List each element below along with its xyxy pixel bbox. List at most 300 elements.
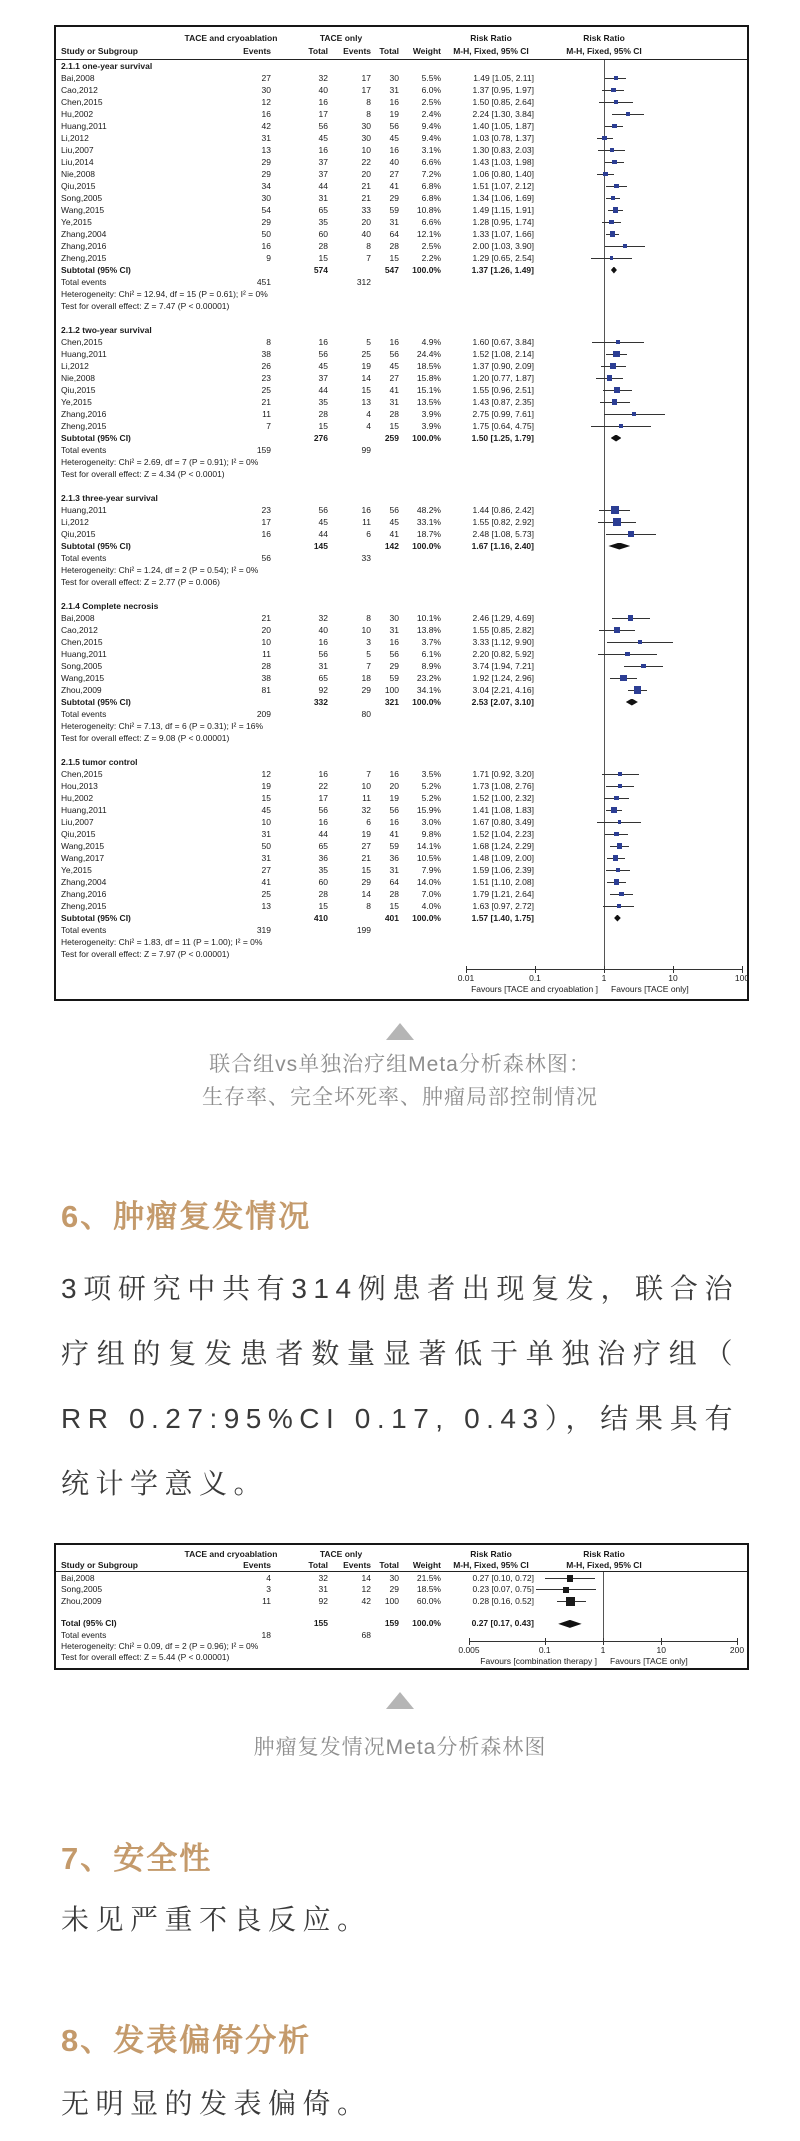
effect-marker xyxy=(614,796,618,800)
forest-cell: Total events xyxy=(61,709,107,719)
forest-row xyxy=(56,216,747,228)
forest-cell: 8 xyxy=(366,613,371,623)
forest-cell: 32 xyxy=(318,1573,328,1583)
forest-cell: 32 xyxy=(318,613,328,623)
forest-cell: 8 xyxy=(366,109,371,119)
forest-row xyxy=(56,936,747,948)
forest-cell: 31 xyxy=(389,397,399,407)
forest-cell: Zheng,2015 xyxy=(61,901,107,911)
effect-marker xyxy=(618,820,622,824)
forest-cell: 16 xyxy=(261,529,271,539)
forest-cell: 1.37 [1.26, 1.49] xyxy=(471,265,534,275)
forest-cell: 65 xyxy=(318,673,328,683)
forest-cell: 7.9% xyxy=(421,865,441,875)
forest-cell: Weight xyxy=(412,1560,441,1570)
forest-cell: 145 xyxy=(313,541,328,551)
forest-cell: 44 xyxy=(318,181,328,191)
forest-cell: Liu,2007 xyxy=(61,145,94,155)
forest-cell: 33 xyxy=(361,205,371,215)
forest-cell: 21.5% xyxy=(416,1573,441,1583)
forest-cell: 1.75 [0.64, 4.75] xyxy=(472,421,534,431)
forest-cell: 2.24 [1.30, 3.84] xyxy=(472,109,534,119)
summary-diamond xyxy=(626,699,638,706)
forest-cell: 36 xyxy=(318,853,328,863)
forest-cell: 1.60 [0.67, 3.84] xyxy=(472,337,534,347)
forest-cell: 16 xyxy=(261,109,271,119)
forest-cell: Huang,2011 xyxy=(61,349,107,359)
forest-cell: 56 xyxy=(389,121,399,131)
effect-marker xyxy=(609,220,613,224)
forest-cell: 27 xyxy=(261,865,271,875)
forest-cell: 16 xyxy=(261,241,271,251)
effect-marker xyxy=(607,375,613,381)
forest-cell: 3.04 [2.21, 4.16] xyxy=(472,685,534,695)
forest-cell: 4.9% xyxy=(421,337,441,347)
forest-cell: 1.06 [0.80, 1.40] xyxy=(472,169,534,179)
forest-row xyxy=(56,276,747,288)
forest-cell: Zhang,2004 xyxy=(61,877,107,887)
forest-cell: 56 xyxy=(389,649,399,659)
forest-cell: 54 xyxy=(261,205,271,215)
effect-marker xyxy=(616,868,621,873)
forest-cell: 15 xyxy=(361,385,371,395)
forest-row xyxy=(56,420,747,432)
forest-cell: 12 xyxy=(361,1584,371,1595)
forest-cell: Ye,2015 xyxy=(61,865,92,875)
forest-row xyxy=(56,828,747,840)
caption-arrow-icon xyxy=(386,1692,414,1709)
forest-cell: Bai,2008 xyxy=(61,73,95,83)
forest-cell: 10 xyxy=(361,781,371,791)
forest-cell: 1.44 [0.86, 2.42] xyxy=(472,505,534,515)
forest-cell: 8 xyxy=(266,337,271,347)
effect-marker xyxy=(611,506,620,515)
forest-cell: 159 xyxy=(384,1618,399,1629)
forest-cell: Subtotal (95% CI) xyxy=(61,265,131,275)
forest-cell: 28 xyxy=(389,889,399,899)
forest-plot-survival-figure xyxy=(54,25,749,1001)
forest-cell: 16 xyxy=(318,337,328,347)
forest-cell: 15 xyxy=(389,421,399,431)
forest-cell: 40 xyxy=(318,625,328,635)
forest-cell: 1.59 [1.06, 2.39] xyxy=(472,865,534,875)
forest-cell: 3.74 [1.94, 7.21] xyxy=(472,661,534,671)
forest-cell: 1.55 [0.82, 2.92] xyxy=(472,517,534,527)
effect-marker xyxy=(612,160,616,164)
forest-row xyxy=(56,72,747,84)
forest-cell: 100.0% xyxy=(412,541,441,551)
forest-cell: 1.51 [1.07, 2.12] xyxy=(472,181,534,191)
forest-cell: 25 xyxy=(261,889,271,899)
section8-heading: 8、发表偏倚分析 xyxy=(61,2023,312,2058)
forest-cell: 32 xyxy=(361,805,371,815)
forest-cell: 45 xyxy=(318,361,328,371)
axis-tick-label: 0.1 xyxy=(538,1645,551,1655)
forest-cell: 1.29 [0.65, 2.54] xyxy=(472,253,534,263)
forest-cell: 17 xyxy=(361,73,371,83)
forest-cell: 65 xyxy=(318,841,328,851)
forest-cell: 28 xyxy=(389,241,399,251)
forest-row xyxy=(56,648,747,660)
forest-cell: 29 xyxy=(261,169,271,179)
forest-row xyxy=(56,192,747,204)
forest-cell: Hu,2002 xyxy=(61,793,94,803)
forest-cell: Li,2012 xyxy=(61,361,89,371)
forest-cell: 30 xyxy=(389,1573,399,1583)
forest-row xyxy=(56,240,747,252)
forest-cell: Risk Ratio xyxy=(583,1549,625,1559)
axis-tick xyxy=(661,1638,662,1645)
forest-cell: 37 xyxy=(318,373,328,383)
forest-cell: 56 xyxy=(318,649,328,659)
forest-cell: 1.37 [0.90, 2.09] xyxy=(472,361,534,371)
effect-marker xyxy=(613,855,618,860)
forest-cell: 3 xyxy=(266,1584,271,1595)
forest-cell: 1.52 [1.00, 2.32] xyxy=(472,793,534,803)
forest-cell: 6.6% xyxy=(421,157,441,167)
effect-marker xyxy=(613,351,620,358)
forest-row xyxy=(56,864,747,876)
effect-marker xyxy=(610,363,616,369)
forest-cell: 29 xyxy=(389,1584,399,1595)
effect-marker xyxy=(617,843,623,849)
forest-cell: Qiu,2015 xyxy=(61,181,96,191)
forest-cell: Wang,2017 xyxy=(61,853,105,863)
forest-row xyxy=(56,264,747,276)
forest-cell: 44 xyxy=(318,385,328,395)
forest-cell: 2.53 [2.07, 3.10] xyxy=(471,697,534,707)
forest-cell: 45 xyxy=(318,133,328,143)
effect-marker xyxy=(617,904,621,908)
forest-cell: 25 xyxy=(261,385,271,395)
axis-tick-label: 100 xyxy=(734,973,750,983)
forest-cell: Liu,2014 xyxy=(61,157,94,167)
forest-cell: 56 xyxy=(318,121,328,131)
forest-cell: 8 xyxy=(366,241,371,251)
forest-cell: Subtotal (95% CI) xyxy=(61,433,131,443)
forest-cell: 209 xyxy=(256,709,271,719)
forest-cell: 11 xyxy=(262,1595,271,1606)
forest-cell: 27 xyxy=(261,73,271,83)
forest-cell: 33.1% xyxy=(416,517,441,527)
forest-cell: TACE only xyxy=(319,33,363,43)
forest-cell: 16 xyxy=(389,97,399,107)
forest-cell: Weight xyxy=(412,46,441,56)
axis-tick xyxy=(535,966,536,973)
forest-cell: Chen,2015 xyxy=(61,97,103,107)
forest-cell: Wang,2015 xyxy=(61,205,105,215)
forest-cell: 45 xyxy=(389,517,399,527)
forest-row xyxy=(56,780,747,792)
forest-cell: Total events xyxy=(61,277,107,287)
forest-cell: 31 xyxy=(389,865,399,875)
forest-cell: 30 xyxy=(261,85,271,95)
forest-cell: 40 xyxy=(361,229,371,239)
forest-cell: Wang,2015 xyxy=(61,673,105,683)
forest-cell: 3.1% xyxy=(421,145,441,155)
forest-cell: 31 xyxy=(261,133,271,143)
forest-cell: 36 xyxy=(389,853,399,863)
forest-cell: Test for overall effect: Z = 7.97 (P < 0.00001) xyxy=(61,949,230,959)
effect-marker xyxy=(634,686,642,694)
forest-cell: 14 xyxy=(361,373,371,383)
forest-cell: 68 xyxy=(361,1629,371,1640)
forest-cell: 100.0% xyxy=(412,697,441,707)
forest-cell: 12.1% xyxy=(416,229,441,239)
forest-cell: 2.75 [0.99, 7.61] xyxy=(472,409,534,419)
forest-cell: 64 xyxy=(389,877,399,887)
forest-cell: 28 xyxy=(261,661,271,671)
forest-row xyxy=(56,1596,747,1607)
forest-cell: 10 xyxy=(361,625,371,635)
forest-cell: 19 xyxy=(389,109,399,119)
forest-cell: Zhou,2009 xyxy=(61,1595,102,1606)
forest-cell: Huang,2011 xyxy=(61,649,107,659)
forest-cell: 23 xyxy=(261,373,271,383)
forest-cell: 4 xyxy=(366,421,371,431)
forest-cell: Nie,2008 xyxy=(61,373,96,383)
section7-heading: 7、安全性 xyxy=(61,1841,213,1876)
forest-cell: 155 xyxy=(313,1618,328,1629)
forest-cell: Li,2012 xyxy=(61,517,89,527)
forest-row xyxy=(56,948,747,960)
effect-marker xyxy=(612,124,617,129)
axis-tick xyxy=(604,966,605,973)
forest-cell: 1.71 [0.92, 3.20] xyxy=(472,769,534,779)
forest-cell: 29 xyxy=(389,193,399,203)
forest-cell: 23.2% xyxy=(416,673,441,683)
summary-diamond xyxy=(608,543,630,550)
axis-tick xyxy=(545,1638,546,1645)
forest-cell: 451 xyxy=(256,277,271,287)
effect-marker xyxy=(610,148,614,152)
forest-row xyxy=(56,672,747,684)
forest-cell: 80 xyxy=(361,709,371,719)
forest-cell: 1.51 [1.10, 2.08] xyxy=(472,877,534,887)
forest-cell: 100.0% xyxy=(412,1618,441,1629)
effect-marker xyxy=(618,772,622,776)
figure2-caption: 肿瘤复发情况Meta分析森林图 xyxy=(253,1736,547,1759)
effect-marker xyxy=(623,244,627,248)
axis-tick-label: 1 xyxy=(600,1645,606,1655)
forest-row xyxy=(56,96,747,108)
forest-row xyxy=(56,528,747,540)
forest-cell: 21 xyxy=(361,853,371,863)
forest-row xyxy=(56,540,747,552)
forest-cell: 18 xyxy=(361,673,371,683)
forest-cell: 10 xyxy=(361,145,371,155)
forest-cell: Study or Subgroup xyxy=(61,1560,138,1570)
forest-row xyxy=(56,156,747,168)
forest-cell: 2.20 [0.82, 5.92] xyxy=(472,649,534,659)
forest-cell: Ye,2015 xyxy=(61,397,92,407)
effect-marker xyxy=(614,627,620,633)
forest-cell: 3.9% xyxy=(421,409,441,419)
forest-cell: 60 xyxy=(318,229,328,239)
forest-row xyxy=(56,348,747,360)
forest-cell: 276 xyxy=(313,433,328,443)
forest-cell: 1.34 [1.06, 1.69] xyxy=(472,193,534,203)
forest-cell: 35 xyxy=(318,865,328,875)
forest-cell: 64 xyxy=(389,229,399,239)
axis-tick xyxy=(466,966,467,973)
favours-right-label: Favours [TACE only] xyxy=(611,984,689,994)
forest-cell: 5.2% xyxy=(421,781,441,791)
forest-row xyxy=(56,876,747,888)
forest-cell: 9 xyxy=(266,253,271,263)
forest-cell: 199 xyxy=(356,925,371,935)
forest-cell: 2.5% xyxy=(421,241,441,251)
forest-cell: Test for overall effect: Z = 7.47 (P < 0.00001) xyxy=(61,301,230,311)
forest-cell: 40 xyxy=(389,157,399,167)
forest-cell: 1.55 [0.85, 2.82] xyxy=(472,625,534,635)
forest-row xyxy=(56,336,747,348)
effect-marker xyxy=(612,399,617,404)
forest-cell: 547 xyxy=(384,265,399,275)
forest-cell: 27 xyxy=(389,169,399,179)
forest-cell: 8 xyxy=(366,97,371,107)
forest-cell: Test for overall effect: Z = 2.77 (P = 0.006) xyxy=(61,577,220,587)
forest-cell: Zhang,2004 xyxy=(61,229,107,239)
forest-cell: 2.1.3 three-year survival xyxy=(61,493,158,503)
forest-cell: 0.27 [0.10, 0.72] xyxy=(472,1573,534,1583)
forest-row xyxy=(56,108,747,120)
forest-cell: 31 xyxy=(389,85,399,95)
forest-cell: 16 xyxy=(318,817,328,827)
forest-cell: 35 xyxy=(318,217,328,227)
forest-cell: 15 xyxy=(318,901,328,911)
forest-header-row xyxy=(56,33,747,44)
forest-cell: Qiu,2015 xyxy=(61,529,96,539)
effect-marker xyxy=(563,1587,569,1593)
summary-diamond xyxy=(614,915,621,922)
forest-row xyxy=(56,600,747,612)
forest-cell: 6.8% xyxy=(421,181,441,191)
forest-cell: 35 xyxy=(318,397,328,407)
forest-cell: 56 xyxy=(389,349,399,359)
forest-row xyxy=(56,492,747,504)
forest-row xyxy=(56,60,747,72)
forest-row xyxy=(56,792,747,804)
forest-cell: 81 xyxy=(261,685,271,695)
forest-cell: 44 xyxy=(318,529,328,539)
forest-cell: 28 xyxy=(389,409,399,419)
forest-cell: Study or Subgroup xyxy=(61,46,138,56)
forest-cell: 19 xyxy=(361,829,371,839)
forest-cell: M-H, Fixed, 95% CI xyxy=(453,46,529,56)
forest-cell: 2.1.1 one-year survival xyxy=(61,61,153,71)
forest-cell: 401 xyxy=(384,913,399,923)
forest-cell: Test for overall effect: Z = 5.44 (P < 0.00001) xyxy=(61,1652,230,1663)
forest-cell: 17 xyxy=(361,85,371,95)
forest-cell: M-H, Fixed, 95% CI xyxy=(566,1560,642,1570)
forest-cell: M-H, Fixed, 95% CI xyxy=(453,1560,529,1570)
forest-cell: 1.41 [1.08, 1.83] xyxy=(472,805,534,815)
forest-cell: Zhang,2016 xyxy=(61,889,107,899)
forest-cell: Risk Ratio xyxy=(470,1549,512,1559)
forest-cell: Heterogeneity: Chi² = 2.69, df = 7 (P = 0.91); I² = 0% xyxy=(61,457,259,467)
forest-cell: TACE and cryoablation xyxy=(184,33,278,43)
forest-cell: 3 xyxy=(366,637,371,647)
forest-cell: 2.1.2 two-year survival xyxy=(61,325,152,335)
forest-cell: 0.27 [0.17, 0.43] xyxy=(471,1618,534,1629)
forest-cell: 24.4% xyxy=(416,349,441,359)
forest-row xyxy=(56,552,747,564)
forest-row xyxy=(56,1584,747,1595)
forest-row xyxy=(56,732,747,744)
forest-cell: 2.00 [1.03, 3.90] xyxy=(472,241,534,251)
forest-row xyxy=(56,576,747,588)
forest-cell: Subtotal (95% CI) xyxy=(61,913,131,923)
forest-cell: Nie,2008 xyxy=(61,169,96,179)
forest-cell: 6 xyxy=(366,529,371,539)
forest-cell: Heterogeneity: Chi² = 7.13, df = 6 (P = 0.31); I² = 16% xyxy=(61,721,264,731)
effect-marker xyxy=(614,184,618,188)
forest-cell: TACE only xyxy=(319,1549,363,1559)
forest-cell: Events xyxy=(243,1560,271,1570)
forest-cell: 30 xyxy=(361,121,371,131)
forest-row xyxy=(56,384,747,396)
forest-row xyxy=(56,816,747,828)
forest-cell: 56 xyxy=(389,505,399,515)
forest-row xyxy=(56,756,747,768)
forest-cell: 20 xyxy=(361,217,371,227)
forest-cell: 8 xyxy=(366,901,371,911)
forest-cell: 4 xyxy=(366,409,371,419)
forest-cell: 10 xyxy=(261,817,271,827)
forest-cell: 5 xyxy=(366,649,371,659)
forest-cell: 14 xyxy=(361,889,371,899)
forest-cell: 34.1% xyxy=(416,685,441,695)
forest-cell: Heterogeneity: Chi² = 0.09, df = 2 (P = 0.96); I² = 0% xyxy=(61,1640,259,1651)
forest-cell: 30 xyxy=(261,193,271,203)
effect-marker xyxy=(620,675,627,682)
forest-cell: Huang,2011 xyxy=(61,121,107,131)
forest-cell: 31 xyxy=(389,217,399,227)
favours-left-label: Favours [combination therapy ] xyxy=(480,1656,597,1666)
forest-cell: 13 xyxy=(261,901,271,911)
forest-row xyxy=(56,168,747,180)
forest-cell: 22 xyxy=(318,781,328,791)
forest-cell: Bai,2008 xyxy=(61,613,95,623)
forest-cell: 4.0% xyxy=(421,901,441,911)
effect-marker xyxy=(616,340,620,344)
forest-row xyxy=(56,444,747,456)
forest-cell: Subtotal (95% CI) xyxy=(61,697,131,707)
effect-marker xyxy=(567,1575,573,1581)
forest-cell: 42 xyxy=(261,121,271,131)
effect-marker xyxy=(614,879,620,885)
forest-cell: 100 xyxy=(384,685,399,695)
forest-cell: 56 xyxy=(318,349,328,359)
forest-cell: 65 xyxy=(318,205,328,215)
forest-cell: 16 xyxy=(361,505,371,515)
effect-marker xyxy=(641,664,646,669)
forest-cell: 29 xyxy=(361,877,371,887)
figure1-caption-line2: 生存率、完全坏死率、肿瘤局部控制情况 xyxy=(202,1086,598,1109)
effect-marker xyxy=(628,531,634,537)
forest-cell: 319 xyxy=(256,925,271,935)
forest-cell: 3.7% xyxy=(421,637,441,647)
forest-cell: 7.2% xyxy=(421,169,441,179)
forest-cell: Chen,2015 xyxy=(61,337,103,347)
forest-cell: 27 xyxy=(361,841,371,851)
forest-row xyxy=(56,144,747,156)
forest-row xyxy=(56,1618,747,1629)
forest-row xyxy=(56,696,747,708)
forest-cell: Song,2005 xyxy=(61,1584,103,1595)
forest-cell: 59 xyxy=(389,205,399,215)
